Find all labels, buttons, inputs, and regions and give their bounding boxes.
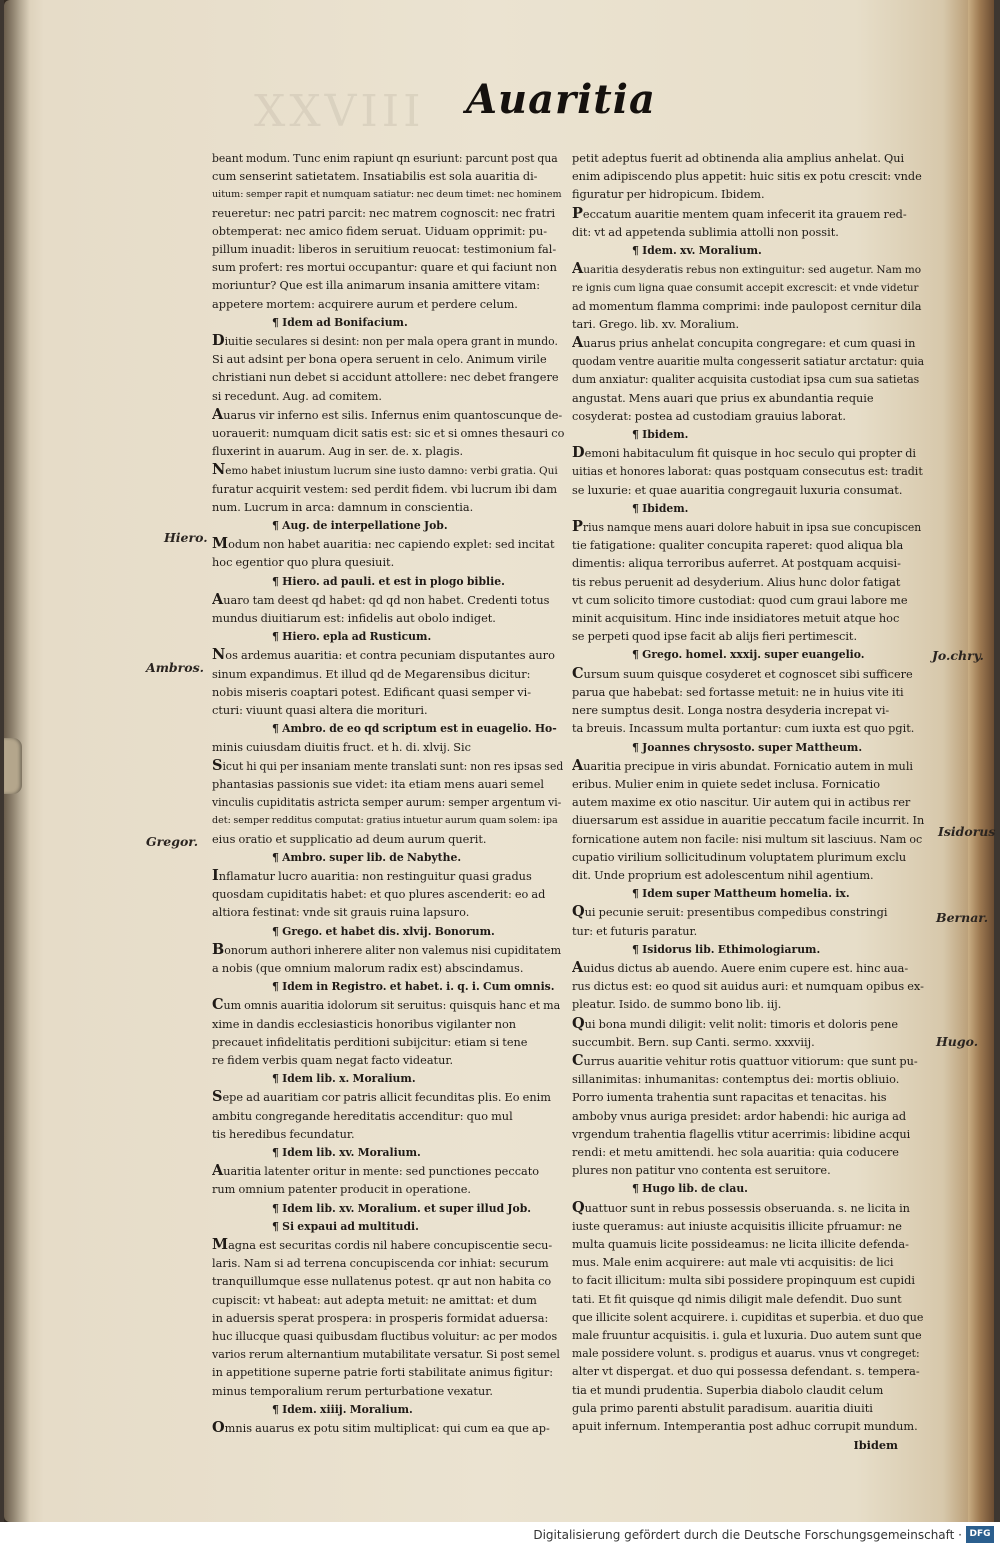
text-line: tis rebus peruenit ad desyderium. Alius hunc dolor fatigat	[572, 575, 901, 589]
rubric-line: ¶ Idem. xiiij. Moralium.	[212, 1401, 564, 1419]
text-line: figuratur per hidropicum. Ibidem.	[572, 188, 765, 202]
text-line: diuersarum est assidue in auaritie peccatum facile incurrit. In	[572, 814, 924, 828]
paragraph-start-line: Inflamatur lucro auaritia: non restinguitur quasi gradus	[212, 866, 532, 884]
text-line: Porro iumenta trahentia sunt rapacitas et tenacitas. his	[572, 1091, 887, 1105]
text-line: vinculis cupiditatis astricta semper aurum: semper argentum vi-	[212, 796, 562, 810]
text-line: tati. Et fit quisque qd nimis diligit male defendit. Duo sunt	[572, 1292, 902, 1306]
margin-note: Jo.chry.	[932, 648, 984, 663]
paragraph-start-line: Auaritia desyderatis rebus non extinguitur: sed augetur. Nam mo	[572, 260, 922, 278]
text-line: Si aut adsint per bona opera seruent in celo. Animum virile	[212, 353, 547, 367]
rubric-line: ¶ Grego. homel. xxxij. super euangelio.	[572, 646, 924, 664]
text-line: uitias et honores laborat: quas postquam consecutus est: tradit	[572, 465, 923, 479]
paragraph-start-line: Auarus prius anhelat concupita congregare: et cum quasi in	[572, 334, 916, 352]
paragraph-start-line: Nemo habet iniustum lucrum sine iusto damno: verbi gratia. Qui	[212, 461, 558, 479]
text-line: succumbit. Bern. sup Canti. sermo. xxxviij.	[572, 1035, 815, 1049]
text-line: male possidere volunt. s. prodigus et auarus. vnus vt congreget:	[572, 1347, 920, 1361]
margin-note: Ambros.	[146, 660, 204, 675]
paragraph-start-line: Auarus vir inferno est silis. Infernus enim quantoscunque de-	[212, 405, 563, 423]
paragraph-start-line: Sepe ad auaritiam cor patris allicit fecunditas plis. Eo enim	[212, 1088, 551, 1106]
text-line: ambitu congregande hereditatis accenditur: quo mul	[212, 1109, 513, 1123]
text-line: tranquillumque esse nullatenus potest. qr aut non habita co	[212, 1275, 552, 1289]
text-line: uorauerit: numquam dicit satis est: sic et si omnes thesauri co	[212, 427, 564, 441]
text-line: eius oratio et supplicatio ad deum aurum querit.	[212, 832, 487, 846]
text-line: mus. Male enim acquirere: aut male vti acquisitis: de lici	[572, 1256, 894, 1270]
text-line: vt cum solicito timore custodiat: quod cum graui labore me	[572, 593, 908, 607]
funding-credit: Digitalisierung gefördert durch die Deutsche Forschungsgemeinschaft ·	[533, 1528, 962, 1542]
text-line: to facit illicitum: multa sibi possidere propinquum est cupidi	[572, 1274, 915, 1288]
text-line: precauet infidelitatis perditioni subijcitur: etiam si tene	[212, 1035, 528, 1049]
rubric-line: ¶ Si expaui ad multitudi.	[212, 1218, 564, 1236]
text-line: quosdam cupiditatis habet: et quo plures ascenderit: eo ad	[212, 888, 546, 902]
text-line: furatur acquirit vestem: sed perdit fidem. vbi lucrum ibi dam	[212, 482, 558, 496]
rubric-line: ¶ Hiero. epla ad Rusticum.	[212, 628, 564, 646]
text-line: minit acquisitum. Hinc inde insidiatores metuit atque hoc	[572, 612, 900, 626]
text-line: tis heredibus fecundatur.	[212, 1127, 355, 1141]
paragraph-start-line: Auaro tam deest qd habet: qd qd non habet. Credenti totus	[212, 590, 550, 608]
text-line: sillanimitas: inhumanitas: contemptus dei: mortis obliuio.	[572, 1073, 900, 1087]
text-line: rum omnium patenter producit in operatione.	[212, 1183, 471, 1197]
text-line: apuit infernum. Intemperantia post adhuc corrupit mundum.	[572, 1420, 918, 1434]
margin-note: Hiero.	[164, 530, 208, 545]
text-line: hoc egentior quo plura quesiuit.	[212, 556, 395, 570]
paragraph-start-line: Peccatum auaritie mentem quam infecerit ita grauem red-	[572, 204, 907, 222]
rubric-line: ¶ Ambro. de eo qd scriptum est in euagelio. Ho-	[212, 720, 564, 738]
text-line: varios rerum alternantium mutabilitate versatur. Si post semel	[212, 1348, 560, 1362]
text-line: gula primo parenti abstulit paradisum. auaritia diuiti	[572, 1401, 873, 1415]
text-line: angustat. Mens auari que prius ex abundantia requie	[572, 391, 874, 405]
text-line: Ibidem	[853, 1438, 898, 1453]
text-line: nere sumptus desit. Longa nostra desyderia increpat vi-	[572, 704, 890, 718]
text-line: xime in dandis ecclesiasticis honoribus vigilanter non	[212, 1017, 517, 1031]
text-line: cosyderat: postea ad custodiam grauius laborat.	[572, 409, 846, 423]
text-line: tia et mundi prudentia. Superbia diabolo claudit celum	[572, 1383, 884, 1397]
rubric-line: ¶ Idem lib. xv. Moralium. et super illud Job.	[212, 1200, 564, 1218]
text-line: fluxerint in auarum. Aug in ser. de. x. plagis.	[212, 445, 464, 459]
text-line: se perpeti quod ipse facit ab alijs fieri pertimescit.	[572, 630, 858, 644]
rubric-line: ¶ Idem lib. xv. Moralium.	[212, 1144, 564, 1162]
text-line: multa quamuis licite possideamus: ne licita illicite defenda-	[572, 1237, 909, 1251]
text-line: tur: et futuris paratur.	[572, 924, 698, 938]
text-line: re fidem verbis quam negat facto videatur.	[212, 1053, 454, 1067]
paragraph-start-line: Nos ardemus auaritia: et contra pecuniam disputantes auro	[212, 646, 555, 664]
text-line: alter vt dispergat. et duo qui possessa defendant. s. tempera-	[572, 1365, 920, 1379]
paragraph-start-line: Currus auaritie vehitur rotis quattuor vitiorum: que sunt pu-	[572, 1051, 918, 1069]
text-line: det: semper redditus computat: gratius intuetur aurum quam solem: ipa	[212, 815, 558, 827]
text-line: ad momentum flamma comprimi: inde paulopost cernitur dila	[572, 299, 922, 313]
text-line: nobis miseris coaptari potest. Edificant quasi semper vi-	[212, 685, 532, 699]
rubric-line: ¶ Ambro. super lib. de Nabythe.	[212, 849, 564, 867]
text-line: re ignis cum ligna quae consumit accepit excrescit: et vnde videtur	[572, 282, 919, 295]
rubric-line: ¶ Ibidem.	[572, 500, 924, 518]
rubric-line: ¶ Hiero. ad pauli. et est in plogo biblie.	[212, 573, 564, 591]
text-line: vrgendum trahentia flagellis vtitur acerrimis: libidine acqui	[572, 1127, 911, 1141]
text-line: christiani nun debet si accidunt attollere: nec debet frangere	[212, 371, 559, 385]
paragraph-start-line: Quattuor sunt in rebus possessis obseruanda. s. ne licita in	[572, 1198, 910, 1216]
dfg-logo: DFG	[966, 1526, 994, 1543]
text-line: altiora festinat: vnde sit grauis ruina lapsuro.	[212, 906, 470, 920]
text-line: minis cuiusdam diuitis fruct. et h. di. xlvij. Sic	[212, 740, 471, 754]
text-line: dit. Unde proprium est adolescentum nihil agentium.	[572, 868, 874, 882]
text-line: in appetitione superne patrie forti stabilitate animus figitur:	[212, 1366, 554, 1380]
rubric-line: ¶ Ibidem.	[572, 426, 924, 444]
rubric-line: ¶ Aug. de interpellatione Job.	[212, 517, 564, 535]
text-line: cturi: viuunt quasi altera die morituri.	[212, 704, 428, 718]
show-through-folio: XXVIII	[254, 86, 425, 137]
text-line: sum profert: res mortui occupantur: quare et qui faciunt non	[212, 261, 557, 275]
margin-note: Bernar.	[936, 910, 989, 925]
text-line: rus dictus est: eo quod sit auidus auri: et numquam opibus ex-	[572, 980, 924, 994]
text-line: que illicite solent acquirere. i. cupiditas et superbia. et duo que	[572, 1310, 924, 1324]
text-line: uitum: semper rapit et numquam satiatur: nec deum timet: nec hominem	[212, 189, 562, 201]
text-line: se luxurie: et quae auaritia congregauit luxuria consumat.	[572, 483, 903, 497]
paragraph-start-line: Cum omnis auaritia idolorum sit seruitus: quisquis hanc et ma	[212, 996, 561, 1014]
text-line: enim adipiscendo plus appetit: huic sitis ex potu crescit: vnde	[572, 170, 922, 184]
text-line: cum senserint satietatem. Insatiabilis est sola auaritia di-	[212, 170, 538, 184]
text-line: cupatio virilium sollicitudinum voluptatem plurimum exclu	[572, 850, 907, 864]
text-line: tari. Grego. lib. xv. Moralium.	[572, 317, 740, 331]
text-column-left	[212, 150, 564, 1438]
text-line: rendi: et metu amittendi. hec sola auaritia: quia coducere	[572, 1145, 899, 1159]
text-line: ta breuis. Incassum multa portantur: cum iuxta est quo pgit.	[572, 722, 915, 736]
page-edge	[968, 0, 994, 1522]
rubric-line: ¶ Idem in Registro. et habet. i. q. i. Cum omnis.	[212, 978, 564, 996]
paragraph-start-line: Cursum suum quisque cosyderet et cognoscet sibi sufficere	[572, 664, 913, 682]
paragraph-start-line: Modum non habet auaritia: nec capiendo explet: sed incitat	[212, 535, 555, 553]
text-column-right	[572, 150, 924, 1454]
paragraph-start-line: Auaritia latenter oritur in mente: sed punctiones peccato	[212, 1162, 540, 1180]
text-line: plures non patitur vno contenta est seruitore.	[572, 1164, 831, 1178]
text-line: in aduersis sperat prospera: in prosperis formidat aduersa:	[212, 1311, 549, 1325]
text-line: dimentis: aliqua terroribus auferret. At postquam acquisi-	[572, 557, 901, 571]
text-line: pleatur. Isido. de summo bono lib. iij.	[572, 998, 782, 1012]
text-line: phantasias passionis sue videt: ita etiam mens auari semel	[212, 777, 545, 791]
text-line: fornicatione autem non facile: nisi multum sit lasciuus. Nam oc	[572, 832, 923, 846]
text-line: appetere mortem: acquirere aurum et perdere celum.	[212, 297, 518, 311]
text-line: laris. Nam si ad terrena concupiscenda cor inhiat: securum	[212, 1257, 549, 1271]
text-line: minus temporalium rerum perturbatione vexatur.	[212, 1384, 493, 1398]
paragraph-start-line: Demoni habitaculum fit quisque in hoc seculo qui propter di	[572, 444, 917, 462]
text-line: reueretur: nec patri parcit: nec matrem cognoscit: nec fratri	[212, 206, 556, 220]
text-line: pillum inuadit: liberos in seruitium reuocat: testimonium fal-	[212, 243, 557, 257]
text-line: autem maxime ex otio nascitur. Uir autem qui in actibus rer	[572, 796, 911, 810]
book-page	[4, 0, 996, 1522]
rubric-line: ¶ Idem super Mattheum homelia. ix.	[572, 885, 924, 903]
running-head: Auaritia	[466, 76, 656, 123]
paragraph-start-line: Omnis auarus ex potu sitim multiplicat: qui cum ea que ap-	[212, 1419, 550, 1437]
text-line: petit adeptus fuerit ad obtinenda alia amplius anhelat. Qui	[572, 152, 905, 165]
rubric-line: ¶ Idem ad Bonifacium.	[212, 314, 564, 332]
page-tab-marker	[4, 738, 22, 794]
text-line: sinum expandimus. Et illud qd de Megarensibus dicitur:	[212, 667, 531, 681]
paragraph-start-line: Magna est securitas cordis nil habere concupiscentie secu-	[212, 1235, 553, 1253]
paragraph-start-line: Qui pecunie seruit: presentibus compedibus constringi	[572, 903, 888, 921]
margin-note: Isidorus	[938, 824, 996, 839]
text-line: quodam ventre auaritie multa congesserit satiatur arctatur: quia	[572, 355, 924, 369]
text-line: eribus. Mulier enim in quiete sedet inclusa. Fornicatio	[572, 777, 881, 791]
text-line: a nobis (que omnium malorum radix est) abscindamus.	[212, 961, 524, 975]
rubric-line: ¶ Isidorus lib. Ethimologiarum.	[572, 941, 924, 959]
rubric-line: ¶ Idem lib. x. Moralium.	[212, 1070, 564, 1088]
text-line: amboby vnus auriga presidet: ardor habendi: hic auriga ad	[572, 1109, 907, 1123]
text-line: iuste queramus: aut iniuste acquisitis illicite pfruamur: ne	[572, 1219, 902, 1233]
paragraph-start-line: Auaritia precipue in viris abundat. Fornicatio autem in muli	[572, 756, 914, 774]
rubric-line: ¶ Grego. et habet dis. xlvij. Bonorum.	[212, 923, 564, 941]
text-line: dit: vt ad appetenda sublimia attolli non possit.	[572, 225, 839, 239]
text-line: male fruuntur acquisitis. i. gula et luxuria. Duo autem sunt que	[572, 1329, 922, 1342]
text-line: num. Lucrum in arca: damnum in conscientia.	[212, 500, 474, 514]
text-line: tie fatigatione: qualiter concupita raperet: quod aliqua bla	[572, 539, 904, 553]
margin-note: Hugo.	[936, 1034, 979, 1049]
margin-note: Gregor.	[146, 834, 199, 849]
paragraph-start-line: Diuitie seculares si desint: non per mala opera grant in mundo.	[212, 332, 558, 350]
text-line: obtemperat: nec amico fidem seruat. Uiduam opprimit: pu-	[212, 224, 548, 238]
footer-bar	[0, 1522, 1000, 1548]
text-line: si recedunt. Aug. ad comitem.	[212, 389, 382, 403]
text-line: moriuntur? Que est illa animarum insania amittere vitam:	[212, 279, 541, 293]
paragraph-start-line: Bonorum authori inherere aliter non valemus nisi cupiditatem	[212, 940, 562, 958]
text-line: parua que habebat: sed fortasse metuit: ne in huius vite iti	[572, 685, 904, 699]
text-line: cupiscit: vt habeat: aut adepta metuit: ne amittat: et dum	[212, 1293, 537, 1307]
paragraph-start-line: Auidus dictus ab auendo. Auere enim cupere est. hinc aua-	[572, 958, 909, 976]
rubric-line: ¶ Idem. xv. Moralium.	[572, 242, 924, 260]
rubric-line: ¶ Joannes chrysosto. super Mattheum.	[572, 739, 924, 757]
paragraph-start-line: Qui bona mundi diligit: velit nolit: timoris et doloris pene	[572, 1014, 899, 1032]
paragraph-start-line: Sicut hi qui per insaniam mente translati sunt: non res ipsas sed	[212, 756, 564, 774]
rubric-line: ¶ Hugo lib. de clau.	[572, 1180, 924, 1198]
text-line: huc illucque quasi quibusdam fluctibus voluitur: ac per modos	[212, 1330, 558, 1343]
text-line: dum anxiatur: qualiter acquisita custodiat ipsa cum sua satietas	[572, 373, 920, 387]
text-line: mundus diuitiarum est: infidelis aut obolo indiget.	[212, 612, 496, 626]
text-line: beant modum. Tunc enim rapiunt qn esuriunt: parcunt post qua	[212, 152, 558, 165]
paragraph-start-line: Prius namque mens auari dolore habuit in ipsa sue concupiscen	[572, 518, 922, 536]
